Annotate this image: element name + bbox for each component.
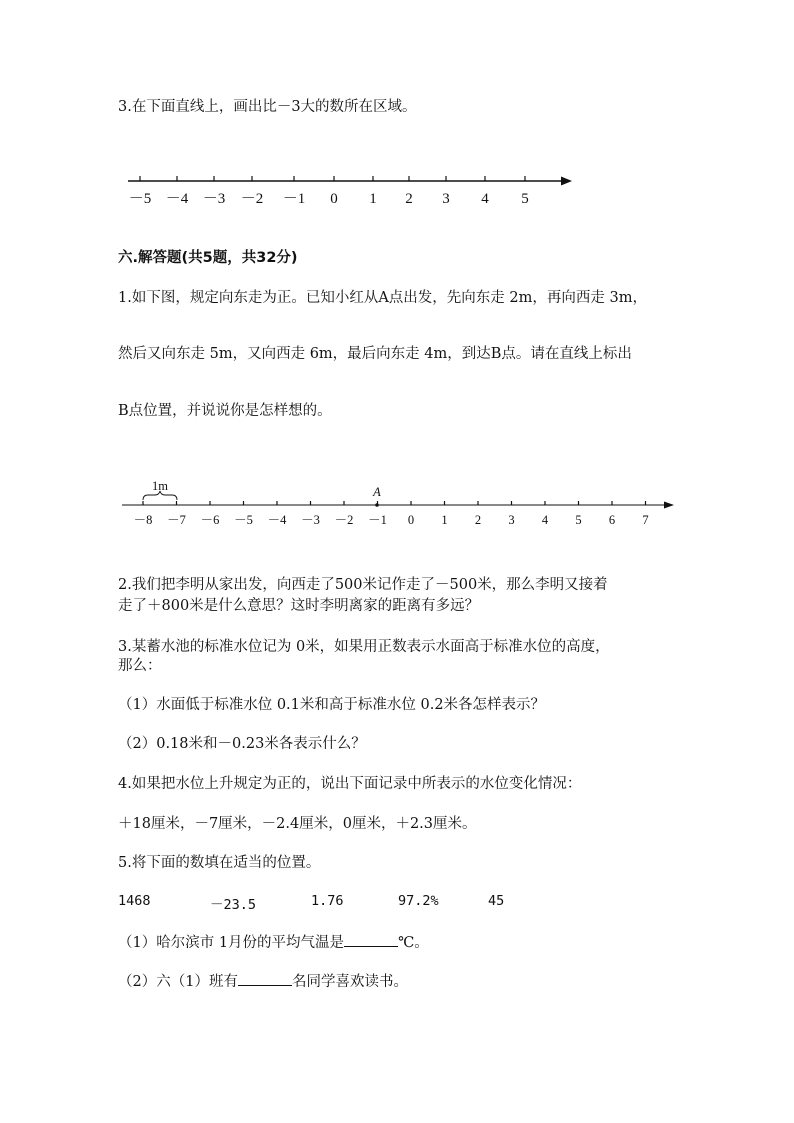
p5-number: 97.2% <box>398 893 439 909</box>
number-line-1-tick-label: 0 <box>330 191 338 207</box>
number-line-2-tick-label: －2 <box>334 513 354 527</box>
number-line-2-tick-label: 1 <box>441 513 448 527</box>
p5-line1: 5.将下面的数填在适当的位置。 <box>118 855 321 871</box>
p1-line1: 1.如下图，规定向东走为正。已知小红从A点出发，先向东走 2m，再向西走 3m， <box>118 290 647 306</box>
number-line-2-tick-label: 6 <box>608 513 616 527</box>
answer-blank[interactable] <box>344 932 398 947</box>
number-line-2-tick-label: 3 <box>508 513 515 527</box>
arrow-right-icon <box>664 502 674 509</box>
number-line-2-tick-label: －4 <box>267 513 287 527</box>
number-line-1 <box>0 160 794 240</box>
number-line-1-tick-label: 4 <box>481 191 489 207</box>
p2-line2: 走了＋800米是什么意思？这时李明离家的距离有多远？ <box>118 598 480 614</box>
p5-number: 1.76 <box>311 893 344 909</box>
section-title: 六.解答题(共5题，共32分) <box>118 250 298 266</box>
p5-sub1 <box>118 932 429 953</box>
number-line-2-tick-label: 2 <box>474 513 482 527</box>
number-line-2-tick-label: －3 <box>301 513 320 527</box>
number-line-1-tick-label: －3 <box>202 191 226 207</box>
number-line-2-tick-label: －8 <box>133 513 153 527</box>
number-line-1-tick-label: －1 <box>282 191 306 207</box>
point-a-label: A <box>373 485 381 499</box>
unit-label: 1m <box>152 479 168 493</box>
arrow-right-icon <box>561 177 572 186</box>
number-line-2-tick-label: －1 <box>368 513 387 527</box>
p5-sub2-text: （2）六（1）班有 <box>118 974 238 990</box>
p5-number: 1468 <box>118 893 151 909</box>
number-line-1-tick-label: 3 <box>442 191 450 207</box>
p1-line2: 然后又向东走 5m，又向西走 6m，最后向东走 4m，到达B点。请在直线上标出 <box>118 346 632 362</box>
p5-sub2-text-after: 名同学喜欢读书。 <box>291 974 408 990</box>
number-line-1-tick-label: －4 <box>165 191 189 207</box>
number-line-2-tick-label: －7 <box>167 513 186 527</box>
p5-sub2 <box>118 971 408 992</box>
p3-sub2: （2）0.18米和－0.23米各表示什么？ <box>118 736 366 752</box>
number-line-2-tick-label: －6 <box>200 513 220 527</box>
p2-line1: 2.我们把李明从家出发，向西走了500米记作走了－500米，那么李明又接着 <box>118 577 608 593</box>
number-line-2-tick-label: 0 <box>407 513 415 527</box>
p5-number: 45 <box>488 893 505 909</box>
number-line-2-tick-label: 7 <box>642 513 649 527</box>
p5-sub1-text: （1）哈尔滨市 1月份的平均气温是 <box>118 935 345 951</box>
p3-line1: 3.某蓄水池的标准水位记为 0米，如果用正数表示水面高于标准水位的高度， <box>118 639 610 655</box>
number-line-1-tick-label: 2 <box>405 191 413 207</box>
number-line-2 <box>0 476 794 536</box>
p5-number: －23.5 <box>210 897 257 913</box>
p5-sub1-unit: ℃。 <box>398 935 429 951</box>
number-line-1-tick-label: 5 <box>521 191 529 207</box>
p3-line2: 那么： <box>118 658 162 674</box>
number-line-1-tick-label: －5 <box>128 191 152 207</box>
p4-line2: ＋18厘米，－7厘米，－2.4厘米，0厘米，＋2.3厘米。 <box>118 816 477 832</box>
number-line-1-tick-label: －2 <box>240 191 264 207</box>
number-line-2-tick-label: －5 <box>234 513 253 527</box>
number-line-2-tick-label: 5 <box>575 513 582 527</box>
p3-sub1: （1）水面低于标准水位 0.1米和高于标准水位 0.2米各怎样表示？ <box>118 697 546 713</box>
p4-line1: 4.如果把水位上升规定为正的，说出下面记录中所表示的水位变化情况： <box>118 776 582 792</box>
number-line-1-tick-label: 1 <box>369 191 377 207</box>
q3-text: 3.在下面直线上，画出比－3大的数所在区域。 <box>118 99 417 115</box>
p1-line3: B点位置，并说说你是怎样想的。 <box>118 403 332 419</box>
answer-blank[interactable] <box>238 971 292 986</box>
number-line-2-tick-label: 4 <box>541 513 549 527</box>
